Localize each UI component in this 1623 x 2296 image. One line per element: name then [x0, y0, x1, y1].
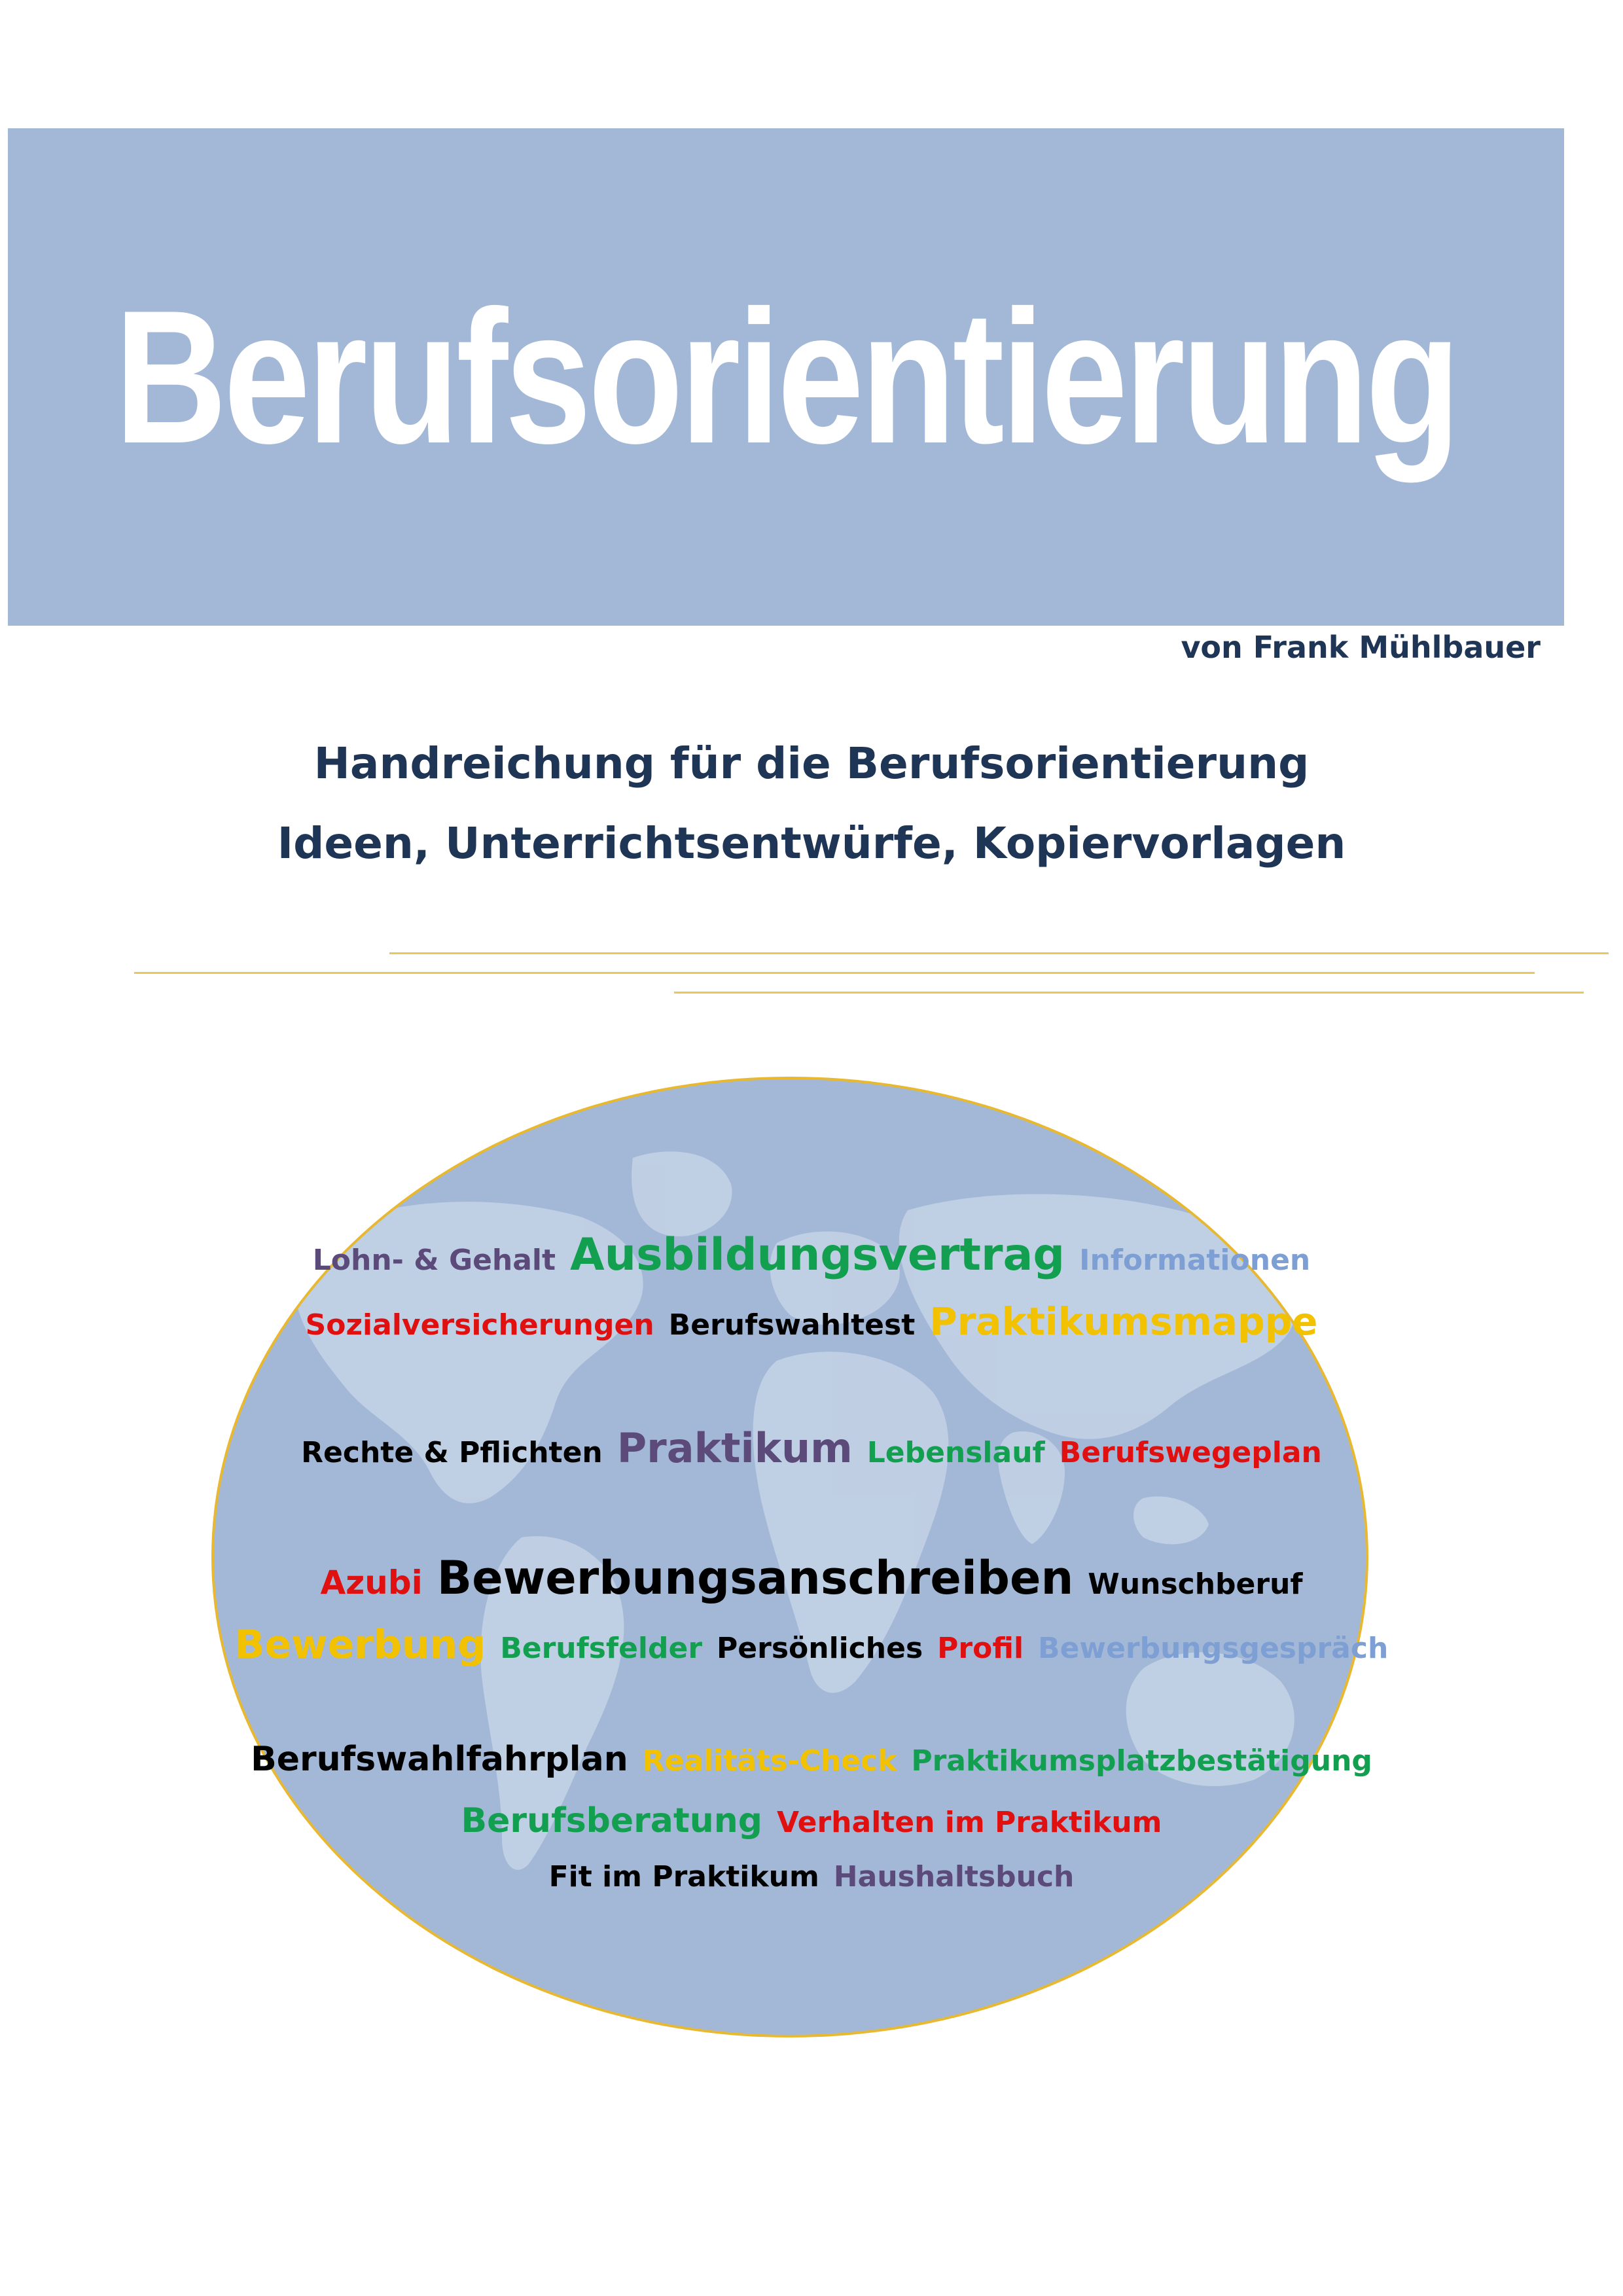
keyword-row [0, 1424, 1623, 1472]
decorative-rule-bottom [674, 992, 1584, 994]
keyword: Haushaltsbuch [833, 1860, 1075, 1893]
keyword: Lohn- & Gehalt [312, 1244, 556, 1277]
keyword: Azubi [320, 1564, 423, 1602]
keyword: Verhalten im Praktikum [776, 1806, 1162, 1839]
keyword: Praktikum [616, 1424, 853, 1472]
keyword-row [0, 1229, 1623, 1281]
keyword: Berufswahlfahrplan [251, 1740, 628, 1779]
keyword-row [0, 1622, 1623, 1668]
keyword: Rechte & Pflichten [301, 1436, 603, 1469]
keyword: Praktikumsmappe [929, 1299, 1318, 1344]
keyword: Berufsberatung [461, 1801, 762, 1840]
keyword: Informationen [1079, 1244, 1311, 1277]
keyword: Sozialversicherungen [305, 1308, 654, 1342]
keyword: Profil [937, 1632, 1024, 1665]
keyword: Persönliches [717, 1632, 923, 1665]
keyword: Realitäts-Check [642, 1744, 897, 1778]
keyword-row [0, 1740, 1623, 1779]
keyword: Berufsfelder [500, 1632, 703, 1665]
title-banner [8, 128, 1564, 626]
keyword: Bewerbungsanschreiben [437, 1551, 1074, 1605]
keyword: Lebenslauf [866, 1436, 1045, 1469]
decorative-rule-middle [134, 972, 1535, 974]
keyword-row [0, 1801, 1623, 1840]
keyword: Fit im Praktikum [548, 1860, 819, 1893]
keyword: Berufswahltest [668, 1308, 916, 1342]
keyword: Praktikumsplatzbestätigung [911, 1744, 1372, 1778]
keyword-row [0, 1860, 1623, 1893]
keyword-row [0, 1299, 1623, 1344]
keyword: Berufswegeplan [1059, 1436, 1322, 1469]
keyword: Ausbildungsvertrag [570, 1229, 1065, 1281]
keyword: Wunschberuf [1088, 1568, 1303, 1601]
author-line: von Frank Mühlbauer [1181, 630, 1541, 665]
keyword: Bewerbung [234, 1622, 486, 1668]
keyword-row [0, 1551, 1623, 1605]
subtitle-line-1: Handreichung für die Berufsorientierung [313, 738, 1310, 789]
decorative-rule-top [389, 952, 1609, 954]
keyword: Bewerbungsgespräch [1038, 1632, 1389, 1665]
page-title: Berufsorientierung [115, 270, 1457, 483]
subtitle-line-2: Ideen, Unterrichtsentwürfe, Kopiervorlagen [277, 818, 1346, 869]
